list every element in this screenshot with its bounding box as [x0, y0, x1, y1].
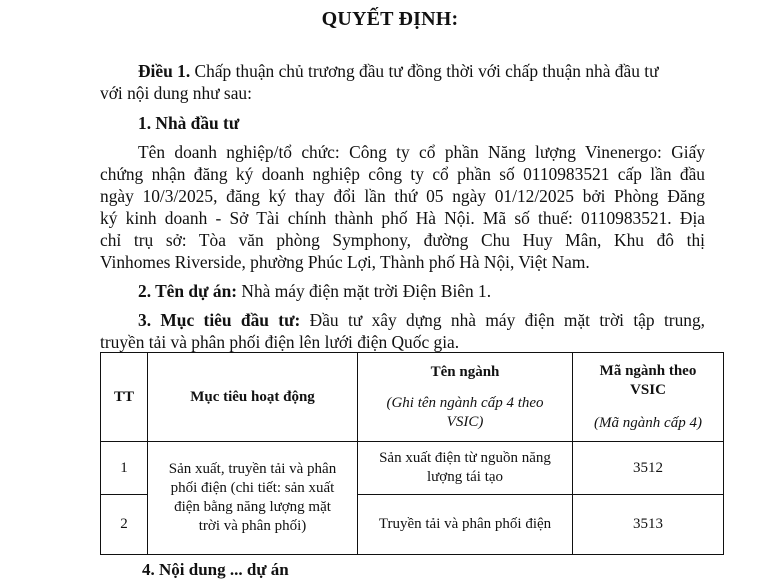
vsic-objectives-table — [100, 352, 724, 555]
section-1-line-4: ký kinh doanh - Sở Tài chính thành phố Hà Nội. Mã số thuế: 0110983521. Địa — [100, 208, 705, 228]
section-3-line-1 — [138, 309, 705, 331]
section-1-line-2: chứng nhận đăng ký doanh nghiệp công ty cổ phần số 0110983521 cấp lần đầu — [100, 164, 705, 184]
row-2-tt: 2 — [101, 495, 148, 555]
section-1-heading: 1. Nhà đầu tư — [138, 113, 240, 133]
section-1-line-3: ngày 10/3/2025, đăng ký thay đổi lần thứ 05 ngày 01/12/2025 bởi Phòng Đăng — [100, 186, 705, 206]
table-header-row — [101, 353, 724, 442]
section-2-label: 2. Tên dự án: — [138, 281, 238, 301]
row-2-vsic-code: 3513 — [573, 495, 724, 555]
header-vsic-code-label: Mã ngành theo VSIC — [599, 362, 697, 398]
section-2 — [138, 280, 491, 302]
section-1-line-1: Tên doanh nghiệp/tổ chức: Công ty cổ phần Năng lượng Vinenergo: Giấy — [138, 142, 705, 162]
section-3-line-2: truyền tải và phân phối điện lên lưới điện Quốc gia. — [100, 332, 460, 352]
section-2-value: Nhà máy điện mặt trời Điện Biên 1. — [237, 281, 492, 301]
article-1-line-2: với nội dung như sau: — [100, 83, 252, 103]
row-1-vsic-code: 3512 — [573, 442, 724, 495]
section-1-line-6: Vinhomes Riverside, phường Phúc Lợi, Thành phố Hà Nội, Việt Nam. — [100, 252, 590, 272]
section-3-value: Đầu tư xây dựng nhà máy điện mặt trời tập trung, — [300, 310, 705, 330]
article-1-label: Điều 1. — [138, 61, 191, 81]
table-row — [101, 442, 724, 495]
article-1-text: Chấp thuận chủ trương đầu tư đồng thời với chấp thuận nhà đầu tư — [190, 61, 659, 81]
header-industry-name-note: (Ghi tên ngành cấp 4 theo VSIC) — [386, 394, 544, 430]
section-3-label: 3. Mục tiêu đầu tư: — [138, 310, 301, 330]
document-title: QUYẾT ĐỊNH: — [321, 8, 459, 30]
row-1-industry-name: Sản xuất điện từ nguồn năng lượng tái tạo — [358, 442, 573, 495]
next-section-heading-cutoff: 4. Nội dung ... dự án — [142, 560, 289, 579]
section-1-line-5: chỉ trụ sở: Tòa văn phòng Symphony, đường Chu Huy Mân, Khu đô thị — [100, 230, 705, 250]
header-tt: TT — [101, 353, 148, 442]
article-1-line-1 — [138, 60, 659, 82]
merged-objective-cell: Sản xuất, truyền tải và phân phối điện (chi tiết: sản xuất điện bằng năng lượng mặt trời và phân phối) — [148, 442, 358, 555]
row-2-industry-name: Truyền tải và phân phối điện — [358, 495, 573, 555]
row-1-tt: 1 — [101, 442, 148, 495]
header-objective: Mục tiêu hoạt động — [148, 353, 358, 442]
header-vsic-code-note: (Mã ngành cấp 4) — [594, 414, 702, 431]
header-industry-name-label: Tên ngành — [430, 363, 500, 380]
header-vsic-code — [573, 353, 724, 442]
header-industry-name — [358, 353, 573, 442]
